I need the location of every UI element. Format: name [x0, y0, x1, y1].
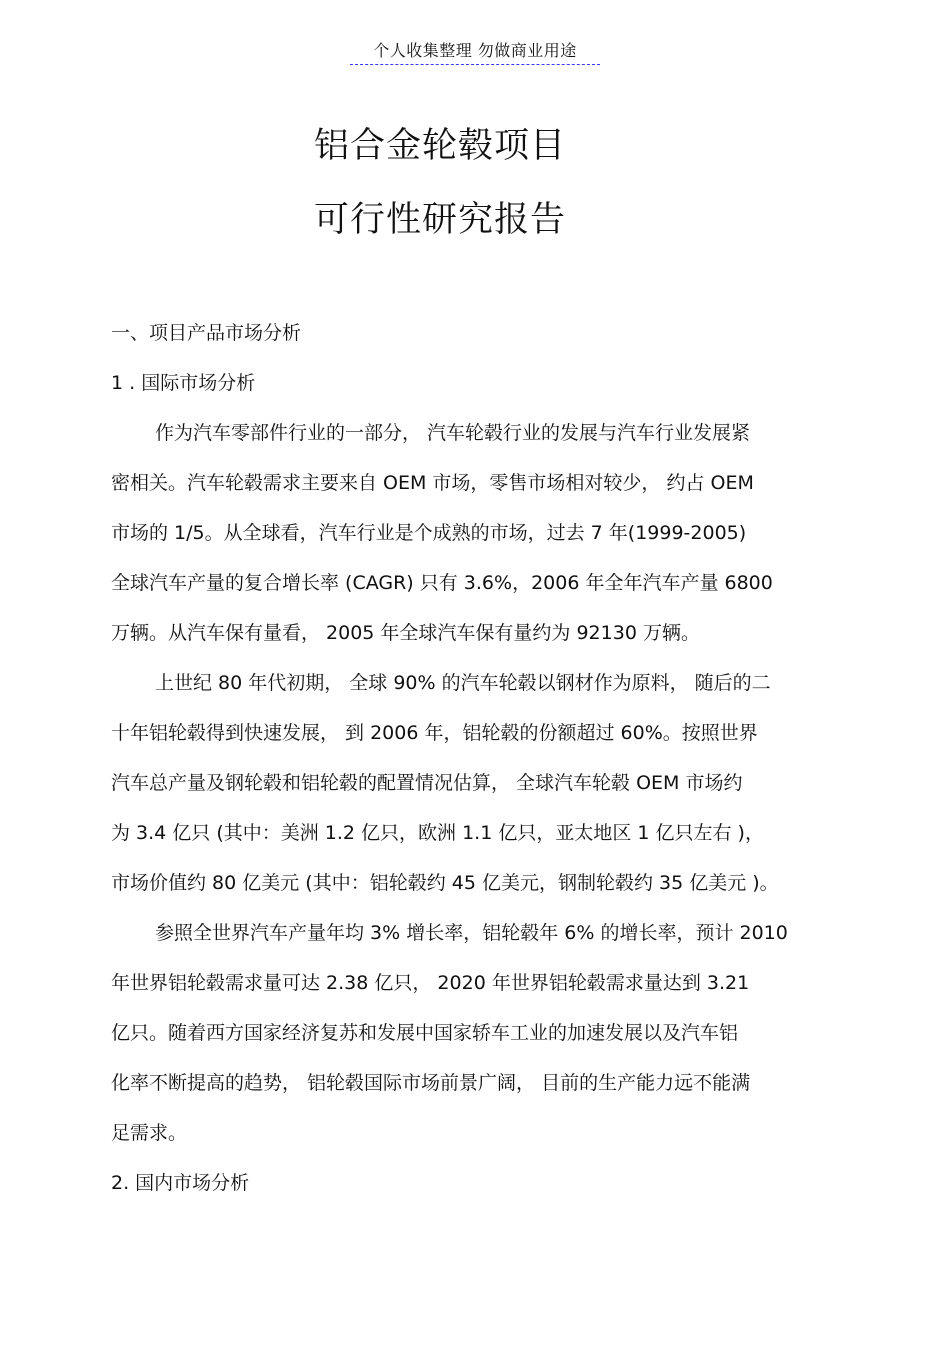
paragraph-line: 市场的 1/5。从全球看，汽车行业是个成熟的市场，过去 7 年(1999-2005) [111, 522, 747, 544]
subsection-heading: 1 . 国际市场分析 [111, 372, 256, 394]
paragraph-line: 足需求。 [111, 1122, 188, 1144]
paragraph-line: 为 3.4 亿只 (其中：美洲 1.2 亿只，欧洲 1.1 亿只，亚太地区 1 亿只左右 )， [111, 822, 764, 844]
paragraph-line: 密相关。汽车轮毂需求主要来自 OEM 市场，零售市场相对较少， 约占 OEM [111, 472, 754, 494]
paragraph-line: 作为汽车零部件行业的一部分， 汽车轮毂行业的发展与汽车行业发展紧 [155, 422, 751, 444]
subsection-heading: 2. 国内市场分析 [111, 1172, 250, 1194]
paragraph-line: 市场价值约 80 亿美元 (其中：铝轮毂约 45 亿美元，钢制轮毂约 35 亿美元 )。 [111, 872, 779, 894]
paragraph-line: 参照全世界汽车产量年均 3% 增长率，铝轮毂年 6% 的增长率，预计 2010 [155, 922, 788, 944]
header-watermark-note: 个人收集整理 勿做商业用途 [350, 40, 600, 65]
document-body [111, 308, 837, 1208]
paragraph-line: 十年铝轮毂得到快速发展， 到 2006 年，铝轮毂的份额超过 60%。按照世界 [111, 722, 758, 744]
paragraph-line: 年世界铝轮毂需求量可达 2.38 亿只， 2020 年世界铝轮毂需求量达到 3.21 [111, 972, 750, 994]
paragraph-line: 上世纪 80 年代初期， 全球 90% 的汽车轮毂以钢材作为原料， 随后的二 [155, 672, 771, 694]
document-title-line-2: 可行性研究报告 [313, 200, 566, 240]
paragraph-line: 汽车总产量及钢轮毂和铝轮毂的配置情况估算， 全球汽车轮毂 OEM 市场约 [111, 772, 743, 794]
section-heading: 一、项目产品市场分析 [111, 322, 302, 344]
paragraph-line: 全球汽车产量的复合增长率 (CAGR) 只有 3.6%，2006 年全年汽车产量 6800 [111, 572, 773, 594]
paragraph-line: 万辆。从汽车保有量看， 2005 年全球汽车保有量约为 92130 万辆。 [111, 622, 700, 644]
document-title-line-1: 铝合金轮毂项目 [313, 126, 566, 166]
paragraph-line: 化率不断提高的趋势， 铝轮毂国际市场前景广阔， 目前的生产能力远不能满 [111, 1072, 751, 1094]
paragraph-line: 亿只。随着西方国家经济复苏和发展中国家轿车工业的加速发展以及汽车铝 [111, 1022, 739, 1044]
